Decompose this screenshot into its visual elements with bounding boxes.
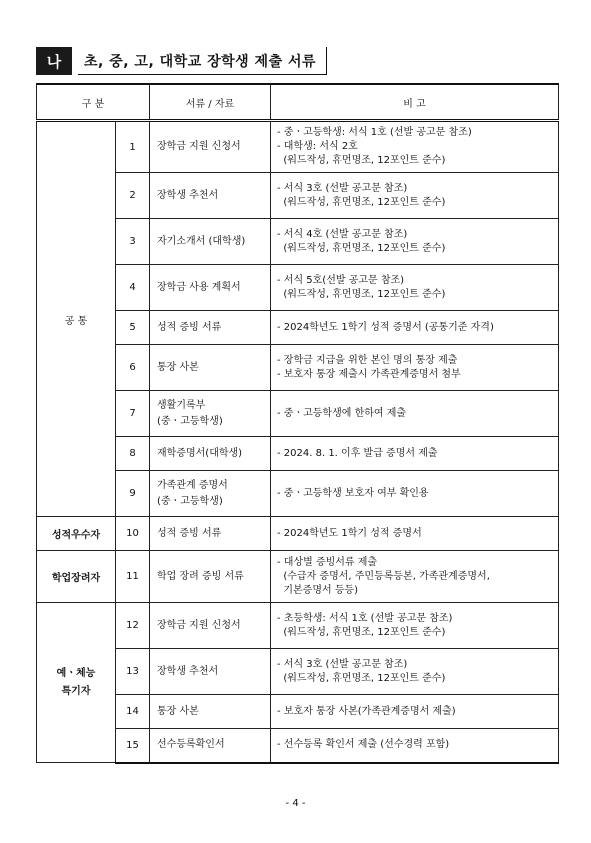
document-name-line: 장학금 지원 신청서 (157, 141, 241, 152)
document-name (150, 437, 271, 471)
document-name (150, 121, 271, 173)
remark-line: - 서식 5호(선발 공고문 참조) (277, 274, 405, 286)
document-name-line: 가족관계 증명서 (157, 479, 228, 491)
row-number: 11 (116, 551, 150, 603)
remark-line: - 중ㆍ고등학생에 한하여 제출 (277, 407, 407, 419)
remark-line: - 2024학년도 1학기 성적 증명서 (공통기준 자격) (277, 321, 494, 333)
document-name (150, 345, 271, 391)
document-name (150, 219, 271, 265)
table-row (37, 517, 559, 551)
page-number: - 4 - (285, 798, 306, 809)
document-name-line: 선수등록확인서 (157, 739, 225, 751)
remark-line: - 선수등록 확인서 제출 (선수경력 포함) (277, 739, 450, 751)
table-header-row (37, 84, 559, 121)
document-name-line: 장학생 추천서 (157, 665, 219, 677)
remarks (271, 729, 559, 763)
remarks (271, 265, 559, 311)
remarks (271, 517, 559, 551)
remark-line: - 보호자 통장 사본(가족관계증명서 제출) (277, 705, 456, 717)
row-number: 7 (116, 391, 150, 437)
remark-line: - 보호자 통장 제출시 가족관계증명서 첨부 (277, 368, 461, 380)
row-number: 5 (116, 311, 150, 345)
remark-line: (수급자 증명서, 주민등록등본, 가족관계증명서, (277, 570, 490, 582)
document-name-line: 재학증명서(대학생) (157, 447, 243, 459)
row-number: 1 (116, 121, 150, 173)
header-remarks: 비 고 (271, 84, 559, 121)
row-number: 12 (116, 603, 150, 649)
remark-line: - 초등학생: 서식 1호 (선발 공고문 참조) (277, 612, 453, 624)
document-name (150, 729, 271, 763)
document-name-line: 장학금 사용 계획서 (157, 281, 241, 293)
remarks (271, 311, 559, 345)
remark-line: - 서식 4호 (선발 공고문 참조) (277, 228, 408, 240)
remark-line: (워드작성, 휴먼명조, 12포인트 준수) (277, 242, 446, 254)
document-name (150, 551, 271, 603)
remark-line: 기본증명서 등등) (277, 584, 359, 596)
document-name-line: 성적 증빙 서류 (157, 321, 222, 333)
table-row (37, 121, 559, 173)
document-name-line: (중ㆍ고등학생) (157, 495, 223, 507)
table-row (37, 603, 559, 649)
remark-line: - 장학금 지급을 위한 본인 명의 통장 제출 (277, 354, 458, 366)
table-row (37, 345, 559, 391)
remark-line: (워드작성, 휴먼명조, 12포인트 준수) (277, 288, 446, 300)
document-name-line: 성적 증빙 서류 (157, 527, 222, 539)
document-name-line: 통장 사본 (157, 705, 199, 717)
row-number: 2 (116, 173, 150, 219)
row-number: 9 (116, 471, 150, 517)
row-number: 3 (116, 219, 150, 265)
remark-line: (워드작성, 휴먼명조, 12포인트 준수) (277, 155, 446, 166)
document-name-line: 장학금 지원 신청서 (157, 619, 241, 631)
remark-line: - 중ㆍ고등학생: 서식 1호 (선발 공고문 참조) (277, 127, 472, 138)
category-label-line: 예ㆍ체능 (56, 667, 96, 679)
remark-line: - 2024학년도 1학기 성적 증명서 (277, 527, 422, 539)
remarks (271, 391, 559, 437)
document-name-line: 학업 장려 증빙 서류 (157, 570, 244, 582)
remarks (271, 695, 559, 729)
remark-line: - 대상별 증빙서류 제출 (277, 556, 378, 568)
table-row (37, 649, 559, 695)
remark-line: - 중ㆍ고등학생 보호자 여부 확인용 (277, 487, 429, 499)
document-name-line: 생활기록부 (157, 399, 206, 411)
document-name (150, 173, 271, 219)
table-row (37, 311, 559, 345)
document-name (150, 391, 271, 437)
category-label-line: 특기자 (61, 685, 91, 697)
remark-line: - 서식 3호 (선발 공고문 참조) (277, 182, 408, 194)
remarks (271, 437, 559, 471)
document-name (150, 695, 271, 729)
row-number: 13 (116, 649, 150, 695)
remarks (271, 649, 559, 695)
remark-line: - 대학생: 서식 2호 (277, 141, 358, 152)
remarks (271, 173, 559, 219)
document-name-line: 장학생 추천서 (157, 189, 219, 201)
row-number: 14 (116, 695, 150, 729)
document-name (150, 311, 271, 345)
table-row (37, 551, 559, 603)
document-name (150, 265, 271, 311)
document-name-line: 통장 사본 (157, 361, 199, 373)
table-row (37, 695, 559, 729)
row-number: 8 (116, 437, 150, 471)
header-documents: 서류 / 자료 (150, 84, 271, 121)
row-number: 10 (116, 517, 150, 551)
documents-table (36, 83, 559, 764)
table-row (37, 391, 559, 437)
category-common: 공 통 (37, 121, 116, 517)
remark-line: (워드작성, 휴먼명조, 12포인트 준수) (277, 626, 446, 638)
row-number: 6 (116, 345, 150, 391)
remarks (271, 345, 559, 391)
document-name (150, 649, 271, 695)
table-row (37, 437, 559, 471)
remarks (271, 603, 559, 649)
category-arts (37, 603, 116, 763)
section-number-badge: 나 (36, 47, 72, 75)
document-name (150, 603, 271, 649)
remark-line: - 2024. 8. 1. 이후 발급 증명서 제출 (277, 447, 438, 459)
row-number: 15 (116, 729, 150, 763)
category-encourage: 학업장려자 (37, 551, 116, 603)
document-name-line: 자기소개서 (대학생) (157, 235, 246, 247)
category-academic: 성적우수자 (37, 517, 116, 551)
document-name (150, 517, 271, 551)
table-row (37, 729, 559, 763)
document-name-line: (중ㆍ고등학생) (157, 415, 223, 427)
section-title: 초, 중, 고, 대학교 장학생 제출 서류 (78, 47, 327, 75)
table-row (37, 173, 559, 219)
section-heading (36, 47, 327, 75)
table-row (37, 219, 559, 265)
remarks (271, 121, 559, 173)
remark-line: - 서식 3호 (선발 공고문 참조) (277, 658, 408, 670)
remarks (271, 219, 559, 265)
header-category: 구 분 (37, 84, 150, 121)
remarks (271, 471, 559, 517)
row-number: 4 (116, 265, 150, 311)
document-name (150, 471, 271, 517)
table-row (37, 265, 559, 311)
remark-line: (워드작성, 휴먼명조, 12포인트 준수) (277, 672, 446, 684)
remarks (271, 551, 559, 603)
remark-line: (워드작성, 휴먼명조, 12포인트 준수) (277, 196, 446, 208)
table-row (37, 471, 559, 517)
